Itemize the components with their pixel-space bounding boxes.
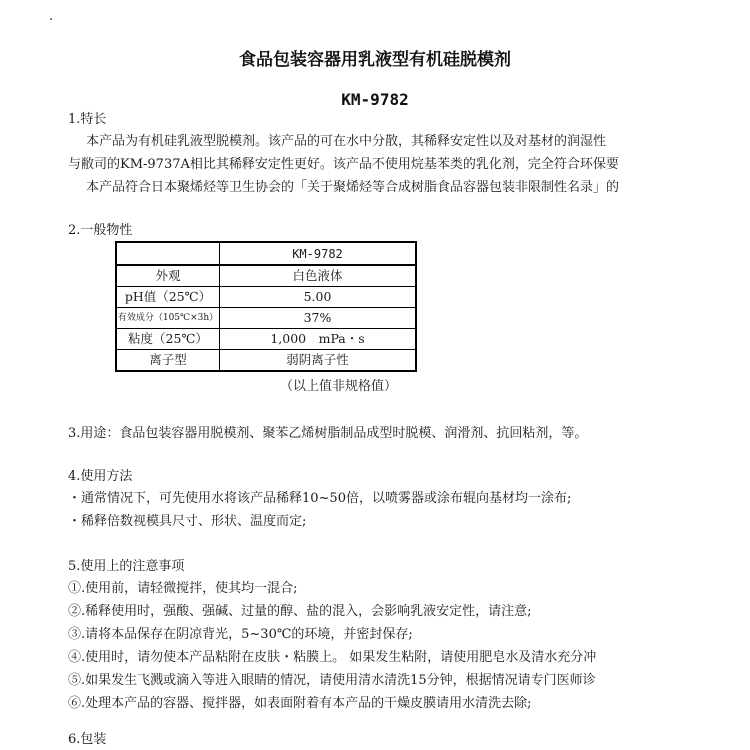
property-value: 弱阴离子性 [220,350,417,372]
properties-heading: 2.一般物性 [68,223,133,238]
table-row [116,265,416,287]
features-line: 本产品符合日本聚烯烃等卫生协会的「关于聚烯烃等合成树脂食品容器包装非限制性名录」的 [86,180,620,195]
property-label: 外观 [116,265,220,287]
precaution-item: ②.稀释使用时，强酸、强碱、过量的醇、盐的混入，会影响乳液安定性，请注意; [68,604,532,619]
property-label: 有效成分（105℃×3h） [116,308,220,329]
usage-heading: 4.使用方法 [68,469,133,484]
property-value: 37% [220,308,417,329]
table-row [116,287,416,308]
precautions-heading: 5.使用上的注意事项 [68,559,185,574]
table-row [116,308,416,329]
usage-line: ・通常情况下，可先使用水将该产品稀释10~50倍，以喷雾器或涂布辊向基材均一涂布; [68,491,572,506]
table-row [116,329,416,350]
precaution-item: ①.使用前，请轻微搅拌，使其均一混合; [68,581,298,596]
table-header-empty [116,242,220,265]
precaution-item: ③.请将本品保存在阴凉背光，5~30℃的环境，并密封保存; [68,627,413,642]
properties-table [115,241,417,372]
features-heading: 1.特长 [68,112,107,127]
property-value: 白色液体 [220,265,417,287]
packaging-heading: 6.包装 [68,732,107,747]
table-header-row [116,242,416,265]
precaution-item: ④.使用时，请勿使本产品粘附在皮肤・粘膜上。 如果发生粘附，请使用肥皂水及清水充分冲 [68,650,597,665]
precaution-item: ⑤.如果发生飞溅或滴入等进入眼睛的情况，请使用清水清洗15分钟，根据情况请专门医师诊 [68,673,596,688]
property-label: 粘度（25℃） [116,329,220,350]
property-label: pH值（25℃） [116,287,220,308]
usage-line: ・稀释倍数视模具尺寸、形状、温度而定; [68,514,307,529]
scan-dot [50,18,52,20]
features-line: 本产品为有机硅乳液型脱模剂。该产品的可在水中分散，其稀释安定性以及对基材的润湿性 [86,134,607,149]
table-header-model: KM-9782 [220,242,417,265]
table-row [116,350,416,372]
precaution-item: ⑥.处理本产品的容器、搅拌器，如表面附着有本产品的干燥皮膜请用水清洗去除; [68,696,532,711]
property-value: 1,000 mPa・s [220,329,417,350]
property-value: 5.00 [220,287,417,308]
features-line: 与敝司的KM-9737A相比其稀释安定性更好。该产品不使用烷基苯类的乳化剂，完全符合环保要 [68,157,619,172]
property-label: 离子型 [116,350,220,372]
document-title: 食品包装容器用乳液型有机硅脱模剂 [239,50,511,70]
product-model: KM-9782 [341,90,409,109]
uses-text: 3.用途：食品包装容器用脱模剂、聚苯乙烯树脂制品成型时脱模、润滑剂、抗回粘剂，等。 [68,426,588,441]
table-note: （以上值非规格值） [280,379,398,394]
